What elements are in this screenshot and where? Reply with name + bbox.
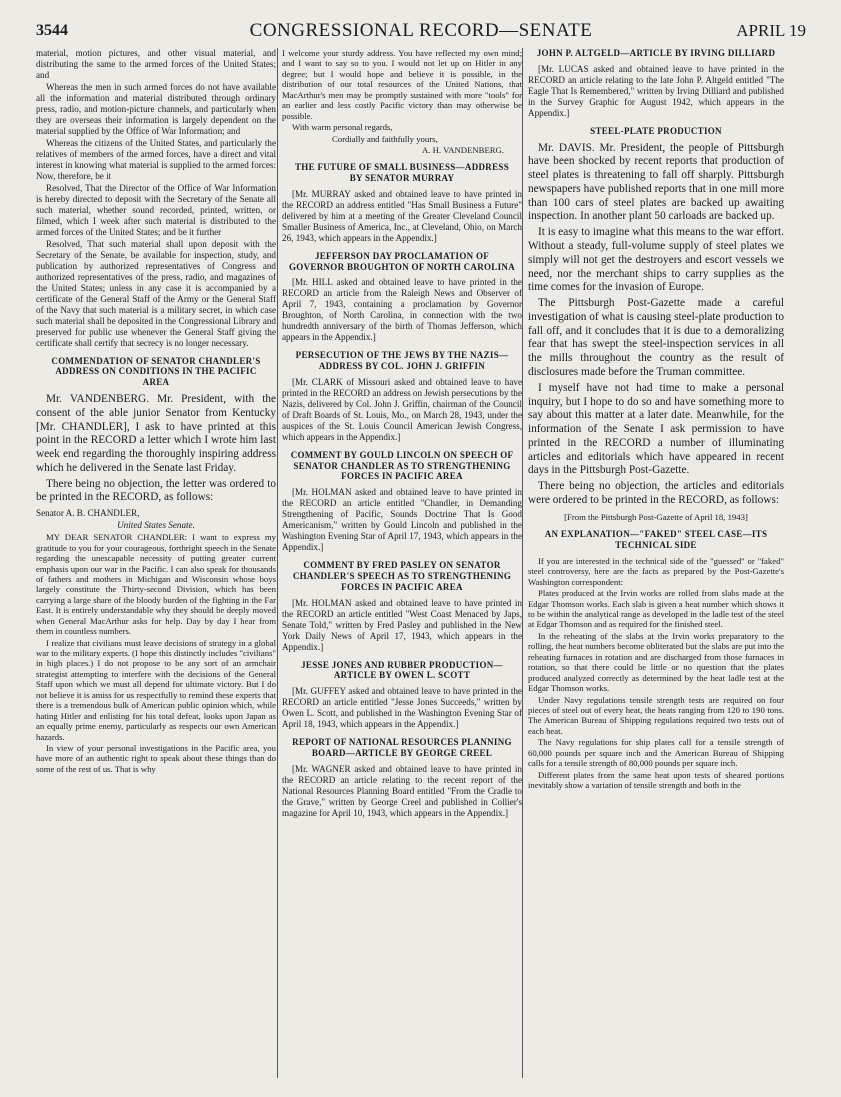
section-heading: PERSECUTION OF THE JEWS BY THE NAZIS—ADDRESS BY COL. JOHN J. GRIFFIN xyxy=(295,350,509,372)
paragraph: Different plates from the same heat upon tests of sheared portions inevitably show a variation of tensile strength and both in the xyxy=(528,769,784,791)
paragraph: Plates produced at the Irvin works are rolled from slabs made at the Edgar Thomson works. Each slab is given a heat number which shows it to be within the analytical range as developed in the ladle test of the steel at Edgar Thomson and as required for the finished steel. xyxy=(528,588,784,630)
column-right xyxy=(528,48,784,791)
letter-address: United States Senate. xyxy=(117,520,195,531)
letter-addressee: Senator A. B. CHANDLER, xyxy=(36,508,140,519)
paragraph: Whereas the men in such armed forces do not have available all the information and material distributed through ordinary press, radio, and motion-picture channels, and particularly when they are overseas their information is largely dependent on the material supplied by the Office of War Information; and xyxy=(36,81,276,136)
paragraph: [Mr. HOLMAN asked and obtained leave to have printed in the RECORD an article entitled "West Coast Menaced by Japs, Senate Told," written by Fred Pasley and published in the New York Daily News of April 17, 1943, which appears in the Appendix.] xyxy=(282,597,522,652)
paragraph: I realize that civilians must leave decisions of strategy in a global war to the military experts. (I hope this distinctly includes "civilians" in high places.) I do not propose to be any sort of an armchair strategist attempting to interfere with the decisions of the General Staff upon which we must all depend for ultimate victory. But I do not believe it is amiss for us respectfully to remind these experts that there is a tremendous bulk of American public opinion which, while hating Hitler and enlisting for his total defeat, looks upon Japan as an equally prime enemy, particularly as respects our own American hazards. xyxy=(36,637,276,742)
paragraph: The Navy regulations for ship plates call for a tensile strength of 60,000 pounds per square inch and the American Bureau of Shipping calls for a tensile strength of 80,000 pounds per square inch. xyxy=(528,737,784,769)
paragraph: The Pittsburgh Post-Gazette made a careful investigation of what is causing steel-plate production to fall off, and it concludes that it is due to a demoralizing fear that has swept the steel-inspection services in all the mills throughout the country as the result of disclosures made before the Truman committee. xyxy=(528,297,784,379)
paragraph: I myself have not had time to make a personal inquiry, but I hope to do so and have something more to say about this matter at a later date. Meanwhile, for the information of the Senate I ask permission to have printed in the RECORD a number of illuminating articles and editorials which have appeared in recent days in the Pittsburgh Post-Gazette. xyxy=(528,381,784,477)
paragraph: Resolved, That the Director of the Office of War Information is hereby directed to deposit with the Secretary of the Senate all such material, whether sound recorded, printed, written, or filmed, which I week after such material is distributed to the armed forces of the United States; and be it further xyxy=(36,182,276,237)
section-heading: JOHN P. ALTGELD—ARTICLE BY IRVING DILLIARD xyxy=(536,48,776,58)
paragraph: If you are interested in the technical side of the "guessed" or "faked" steel controversy, here are the facts as prepared by the Post-Gazette's Washington correspondent: xyxy=(528,555,784,587)
section-heading: JESSE JONES AND RUBBER PRODUCTION—ARTICLE BY OWEN L. SCOTT xyxy=(301,659,503,681)
closing: Cordially and faithfully yours, xyxy=(332,133,438,144)
signature: A. H. VANDENBERG. xyxy=(422,144,504,155)
publication-title: CONGRESSIONAL RECORD—SENATE xyxy=(249,20,593,41)
section-heading: THE FUTURE OF SMALL BUSINESS—ADDRESS BY SENATOR MURRAY xyxy=(294,162,510,184)
section-heading: JEFFERSON DAY PROCLAMATION OF GOVERNOR BROUGHTON OF NORTH CAROLINA xyxy=(289,250,515,272)
paragraph: [Mr. HOLMAN asked and obtained leave to have printed in the RECORD an article entitled "Chandler, in Demanding Strengthening of Pacific, Sounds Doctrine That Is Good Americanism," written by Gould Lincoln and published in the Washington Evening Star of April 17, 1943, which appears in the Appendix.] xyxy=(282,487,522,553)
paragraph: [Mr. WAGNER asked and obtained leave to have printed in the RECORD an article relating to the recent report of the National Resources Planning Board entitled "From the Cradle to the Grave," written by George Creel and published in Collier's magazine for April 10, 1943, which appears in the Appendix.] xyxy=(282,763,522,818)
paragraph: [Mr. HILL asked and obtained leave to have printed in the RECORD an article from the Raleigh News and Observer of April 7, 1943, containing a proclamation by Governor Broughton, of North Carolina, in connection with the two hundredth anniversary of the birth of Thomas Jefferson, which appears in the Appendix.] xyxy=(282,277,522,343)
paragraph: There being no objection, the articles and editorials were ordered to be printed in the RECORD, as follows: xyxy=(528,480,784,507)
paragraph: material, motion pictures, and other visual material, and distributing the same to the armed forces of the United States; and xyxy=(36,48,276,80)
section-heading: COMMENDATION OF SENATOR CHANDLER'S ADDRESS ON CONDITIONS IN THE PACIFIC AREA xyxy=(51,355,261,388)
section-heading: COMMENT BY GOULD LINCOLN ON SPEECH OF SENATOR CHANDLER AS TO STRENGTHENING FORCES IN PACIFIC AREA xyxy=(290,449,514,482)
paragraph: Whereas the citizens of the United States, and particularly the relatives of members of the armed forces, have a direct and vital interest in knowing what material is supplied to the armed forces: Now, therefore, be it xyxy=(36,137,276,181)
paragraph: Mr. DAVIS. Mr. President, the people of Pittsburgh have been shocked by recent reports that production of steel plates is threatening to fall off sharply. Pittsburgh newspapers have published reports that in one mill more than 100 cars of steel plates are backed up awaiting inspection. In another plant 50 carloads are backed up. xyxy=(528,141,784,223)
paragraph: In the reheating of the slabs at the Irvin works preparatory to the rolling, the heat numbers become obliterated but the slabs are put into the reheating furnaces in rotation and are discharged from those furnaces in rotation, so that there could be little or no question that the plates produced analyzed correctly as determined by the heat ladle test at the Edgar Thomson works. xyxy=(528,630,784,694)
source-line: [From the Pittsburgh Post-Gazette of April 18, 1943] xyxy=(564,511,748,522)
paragraph: Mr. VANDENBERG. Mr. President, with the consent of the able junior Senator from Kentucky [Mr. CHANDLER], I ask to have printed at this point in the RECORD a letter which I wrote him last week end regarding the thoroughly inspiring address which he delivered in the Senate last Friday. xyxy=(36,392,276,474)
page-header xyxy=(36,20,806,42)
column-left xyxy=(36,48,276,775)
paragraph: In view of your personal investigations in the Pacific area, you have more of an authentic right to speak about these things than do some of the rest of us. That is why xyxy=(36,742,276,774)
page-number: 3544 xyxy=(36,22,68,39)
paragraph: With warm personal regards, xyxy=(292,122,393,133)
paragraph: Under Navy regulations tensile strength tests are required on four pieces of steel out of every heat, the heats ranging from 120 to 190 tons. The American Bureau of Shipping regulations required two tests out of each heat. xyxy=(528,694,784,736)
page-date: APRIL 19 xyxy=(736,21,806,40)
column-middle xyxy=(282,48,522,820)
column-divider xyxy=(277,48,278,1078)
section-heading: STEEL-PLATE PRODUCTION xyxy=(590,125,722,136)
section-heading: REPORT OF NATIONAL RESOURCES PLANNING BOARD—ARTICLE BY GEORGE CREEL xyxy=(292,737,512,758)
paragraph: [Mr. CLARK of Missouri asked and obtained leave to have printed in the RECORD an address on Jewish persecutions by the Nazis, delivered by Col. John J. Griffin, chairman of the Council of Draft Boards of St. Louis, Mo., on March 28, 1943, under the auspices of the St. Louis Council American Jewish Congress, which appears in the Appendix.] xyxy=(282,376,522,442)
paragraph: Resolved, That such material shall upon deposit with the Secretary of the Senate, be available for inspection, study, and publication by authorized representatives of Congress and authorized representatives of the press, radio, and magazines of the United States; unless in any case it is accompanied by a certificate of the General Staff of the Army or the General Staff of the Navy that such material is a military secret, in which case such material shall be deposited in the Congressional Library and preserved for public use whenever the General Staff giving the certificate shall certify that secrecy is no longer necessary. xyxy=(36,238,276,348)
paragraph: [Mr. MURRAY asked and obtained leave to have printed in the RECORD an address entitled "Has Small Business a Future" delivered by him at a meeting of the Greater Cleveland Council Smaller Business of America, Inc., at Cleveland, Ohio, on March 26, 1943, which appears in the Appendix.] xyxy=(282,188,522,243)
section-heading: AN EXPLANATION—"FAKED" STEEL CASE—ITS TECHNICAL SIDE xyxy=(544,529,768,551)
paragraph: [Mr. LUCAS asked and obtained leave to have printed in the RECORD an article relating to the late John P. Altgeld entitled "The Eagle That Is Remembered," written by Irving Dilliard and published in the Survey Graphic for August 1942, which appears in the Appendix.] xyxy=(528,63,784,118)
paragraph: There being no objection, the letter was ordered to be printed in the RECORD, as follows: xyxy=(36,477,276,504)
paragraph: MY DEAR SENATOR CHANDLER: I want to express my gratitude to you for your courageous, forthright speech in the Senate regarding the unescapable necessity of putting greater current emphasis upon our war in the Pacific. I can also speak for thousands of fathers and mothers in Michigan and Wisconsin whose boys largely constitute the Thirty-second Division, which has been carrying a large share of the bloody burden of the fighting in the Far East. It is entirely understandable why they should be deeply moved when General MacArthur asks for help. Day by day I hear from them in countless numbers. xyxy=(36,532,276,637)
paragraph: [Mr. GUFFEY asked and obtained leave to have printed in the RECORD an article entitled "Jesse Jones Succeeds," written by Owen L. Scott, and published in the Washington Evening Star of April 18, 1943, which appears in the Appendix.] xyxy=(282,686,522,730)
paragraph: It is easy to imagine what this means to the war effort. Without a steady, full-volume supply of steel plates we simply will not get the destroyers and escort vessels we need, nor the merchant ships to carry supplies as the time comes for the invasion of Europe. xyxy=(528,226,784,294)
column-divider xyxy=(522,48,523,1078)
section-heading: COMMENT BY FRED PASLEY ON SENATOR CHANDLER'S SPEECH AS TO STRENGTHENING FORCES IN PACIFIC AREA xyxy=(292,560,512,592)
paragraph: I welcome your sturdy address. You have reflected my own mind; and I want to say so to you. I would not let up on Hitler in any degree; but I would hope and believe it is possible, in the distribution of our total resources of the United Nations, that MacArthur's men may be promptly sustained with more "tools" for an earlier and less costly Pacific victory than may otherwise be possible. xyxy=(282,48,522,121)
